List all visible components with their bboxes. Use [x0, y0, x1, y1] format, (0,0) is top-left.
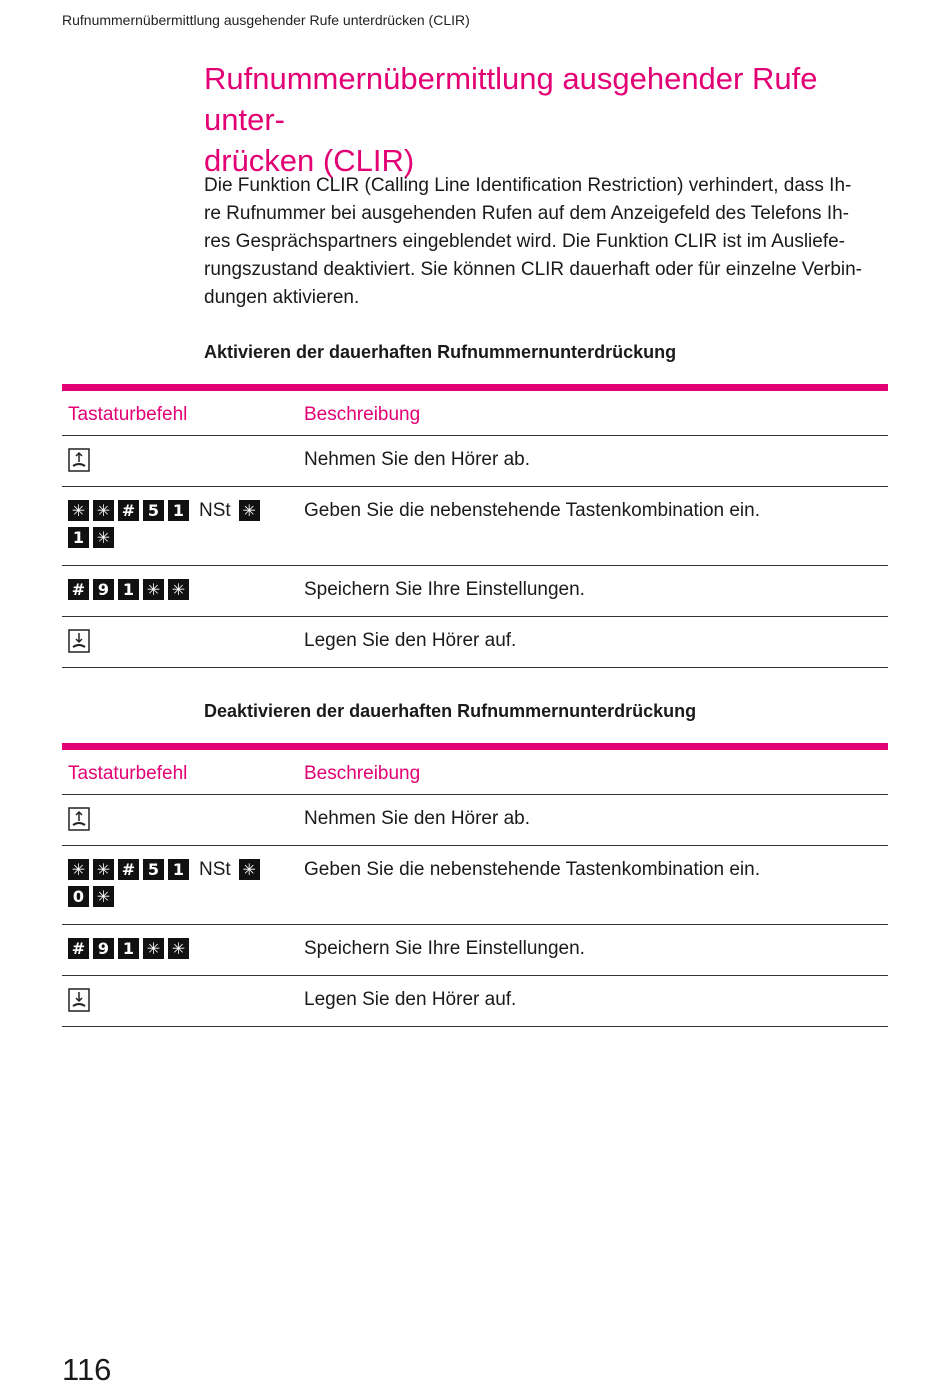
- key-5: 5: [143, 500, 164, 521]
- extension-placeholder: NSt: [199, 500, 231, 521]
- key-star: ✳: [93, 859, 114, 880]
- intro-line: re Rufnummer bei ausgehenden Rufen auf dem Anzeigefeld des Telefons Ih-: [204, 203, 850, 224]
- key-1: 1: [168, 859, 189, 880]
- command-cell: [68, 497, 293, 551]
- column-header-description: Beschreibung: [304, 404, 421, 425]
- intro-paragraph: [204, 172, 890, 312]
- handset-lift-icon: [68, 448, 90, 472]
- table-row: [62, 846, 888, 925]
- table-row: [62, 436, 888, 487]
- key-0: 0: [68, 886, 89, 907]
- key-1: 1: [118, 938, 139, 959]
- key-5: 5: [143, 859, 164, 880]
- table-row: [62, 566, 888, 617]
- handset-hangup-icon: [68, 629, 90, 653]
- command-cell: [68, 576, 293, 603]
- command-cell: [68, 805, 293, 839]
- description-cell: Nehmen Sie den Hörer ab.: [304, 808, 531, 829]
- key-star: ✳: [93, 500, 114, 521]
- activate-command-table: [62, 384, 888, 668]
- key-star: ✳: [239, 500, 260, 521]
- column-header-description: Beschreibung: [304, 763, 421, 784]
- description-cell: Geben Sie die nebenstehende Tastenkombination ein.: [304, 500, 760, 521]
- page-title-line-2: drücken (CLIR): [204, 143, 415, 178]
- column-header-command: Tastaturbefehl: [68, 763, 188, 784]
- table-row: [62, 976, 888, 1027]
- command-cell: [68, 935, 293, 962]
- command-cell: [68, 986, 293, 1020]
- key-1: 1: [118, 579, 139, 600]
- column-header-command: Tastaturbefehl: [68, 404, 188, 425]
- key-star: ✳: [143, 579, 164, 600]
- key-star: ✳: [168, 938, 189, 959]
- description-cell: Legen Sie den Hörer auf.: [304, 630, 517, 651]
- page-title-line-1: Rufnummernübermittlung ausgehender Rufe unter-: [204, 61, 818, 137]
- key-9: 9: [93, 579, 114, 600]
- table-row: [62, 487, 888, 566]
- page-title: [204, 58, 884, 181]
- table-row: [62, 795, 888, 846]
- table-row: [62, 617, 888, 668]
- key-hash: #: [68, 938, 89, 959]
- deactivate-command-table: [62, 743, 888, 1027]
- key-1: 1: [68, 527, 89, 548]
- command-cell: [68, 856, 293, 910]
- key-star: ✳: [68, 859, 89, 880]
- description-cell: Speichern Sie Ihre Einstellungen.: [304, 579, 585, 600]
- intro-line: dungen aktivieren.: [204, 287, 360, 308]
- running-header: Rufnummernübermittlung ausgehender Rufe unterdrücken (CLIR): [62, 12, 470, 28]
- extension-placeholder: NSt: [199, 859, 231, 880]
- description-cell: Geben Sie die nebenstehende Tastenkombination ein.: [304, 859, 760, 880]
- key-hash: #: [118, 859, 139, 880]
- key-star: ✳: [168, 579, 189, 600]
- key-hash: #: [68, 579, 89, 600]
- command-cell: [68, 446, 293, 480]
- key-9: 9: [93, 938, 114, 959]
- section-heading-activate: Aktivieren der dauerhaften Rufnummernunterdrückung: [204, 342, 677, 362]
- key-star: ✳: [68, 500, 89, 521]
- key-star: ✳: [93, 886, 114, 907]
- description-cell: Nehmen Sie den Hörer ab.: [304, 449, 531, 470]
- intro-line: Die Funktion CLIR (Calling Line Identification Restriction) verhindert, dass Ih-: [204, 175, 852, 196]
- command-cell: [68, 627, 293, 661]
- description-cell: Legen Sie den Hörer auf.: [304, 989, 517, 1010]
- key-star: ✳: [143, 938, 164, 959]
- intro-line: res Gesprächspartners eingeblendet wird. Die Funktion CLIR ist im Ausliefe-: [204, 231, 846, 252]
- description-cell: Speichern Sie Ihre Einstellungen.: [304, 938, 585, 959]
- page-number: 116: [62, 1352, 112, 1387]
- key-hash: #: [118, 500, 139, 521]
- key-1: 1: [168, 500, 189, 521]
- handset-hangup-icon: [68, 988, 90, 1012]
- key-star: ✳: [93, 527, 114, 548]
- intro-line: rungszustand deaktiviert. Sie können CLIR dauerhaft oder für einzelne Verbin-: [204, 259, 863, 280]
- key-star: ✳: [239, 859, 260, 880]
- section-heading-deactivate: Deaktivieren der dauerhaften Rufnummernunterdrückung: [204, 701, 697, 721]
- handset-lift-icon: [68, 807, 90, 831]
- table-header-row: [62, 391, 888, 436]
- table-row: [62, 925, 888, 976]
- table-header-row: [62, 750, 888, 795]
